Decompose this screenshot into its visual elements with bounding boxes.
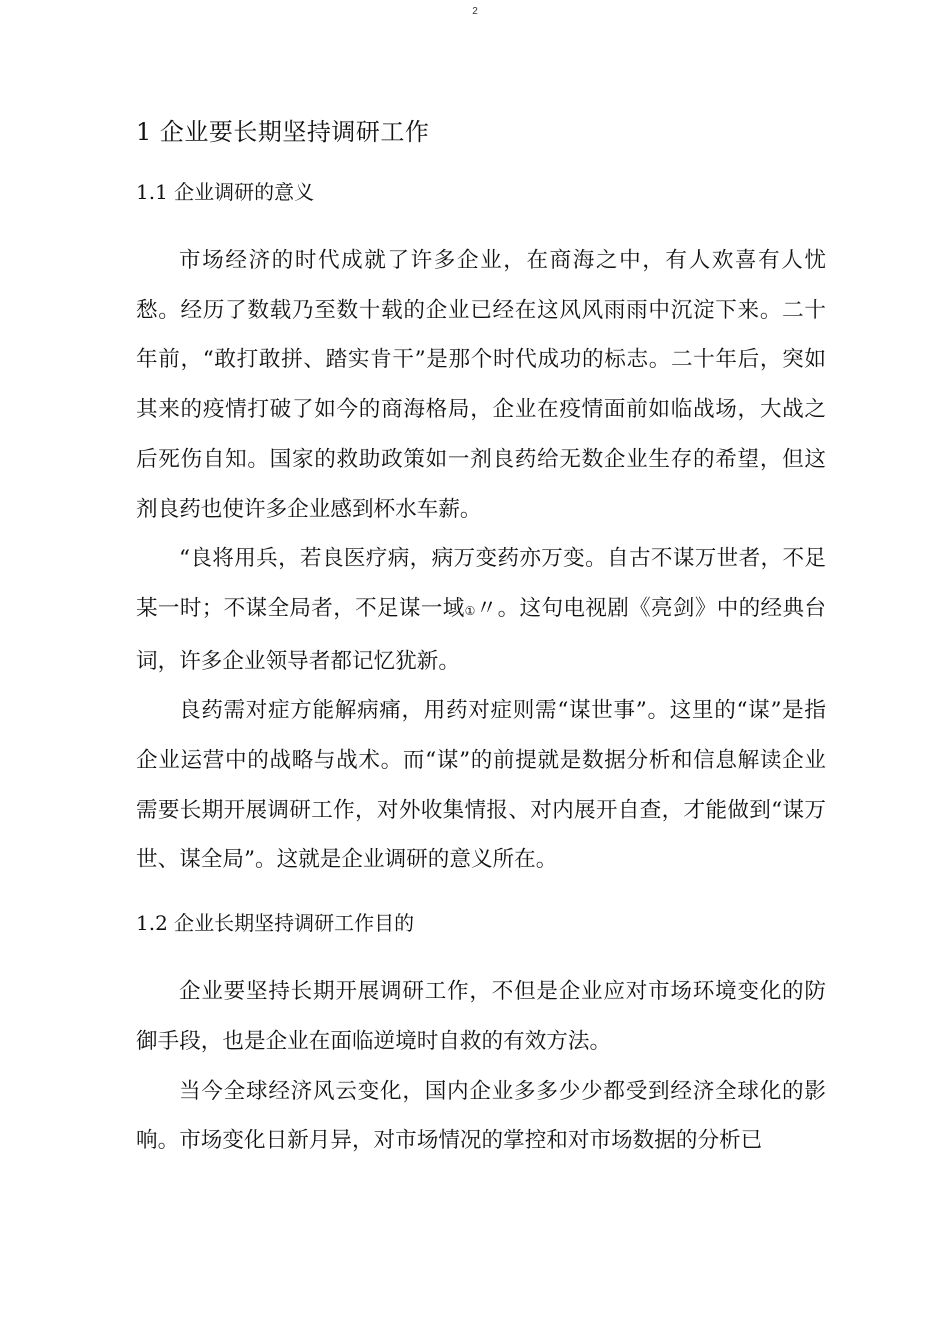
page-number: 2	[472, 6, 478, 17]
document-body	[136, 110, 826, 1166]
paragraph-2-tail: 〃。这句电视剧《亮剑》中的经典台词，许多企业领导者都记忆犹新。	[136, 595, 826, 674]
paragraph-3: 良药需对症方能解病痛，用药对症则需“谋世事”。这里的“谋”是指企业运营中的战略与战术。而“谋”的前提就是数据分析和信息解读企业需要长期开展调研工作，对外收集情报、对内展开自查，才能做到“谋万世、谋全局”。这就是企业调研的意义所在。	[136, 698, 826, 873]
paragraph-2	[136, 534, 826, 686]
section-title: 1 企业要长期坚持调研工作	[136, 118, 430, 146]
paragraph-4: 企业要坚持长期开展调研工作，不但是企业应对市场环境变化的防御手段，也是企业在面临逆境时自救的有效方法。	[136, 979, 826, 1054]
subsection-title-1-2: 1.2 企业长期坚持调研工作目的	[136, 911, 415, 936]
paragraph-2-text: “良将用兵，若良医疗病，病万变药亦万变。自古不谋万世者，不足某一时；不谋全局者，不足谋一域	[136, 546, 826, 621]
footnote-marker: ①	[464, 603, 476, 618]
paragraph-5: 当今全球经济风云变化，国内企业多多少少都受到经济全球化的影响。市场变化日新月异，对市场情况的掌控和对市场数据的分析已	[136, 1078, 826, 1154]
paragraph-1: 市场经济的时代成就了许多企业，在商海之中，有人欢喜有人忧愁。经历了数载乃至数十载的企业已经在这风风雨雨中沉淀下来。二十年前，“敢打敢拼、踏实肯干”是那个时代成功的标志。二十年后，突如其来的疫情打破了如今的商海格局，企业在疫情面前如临战场，大战之后死伤自知。国家的救助政策如一剂良药给无数企业生存的希望，但这剂良药也使许多企业感到杯水车薪。	[136, 248, 826, 522]
subsection-title-1-1: 1.1 企业调研的意义	[136, 180, 315, 204]
